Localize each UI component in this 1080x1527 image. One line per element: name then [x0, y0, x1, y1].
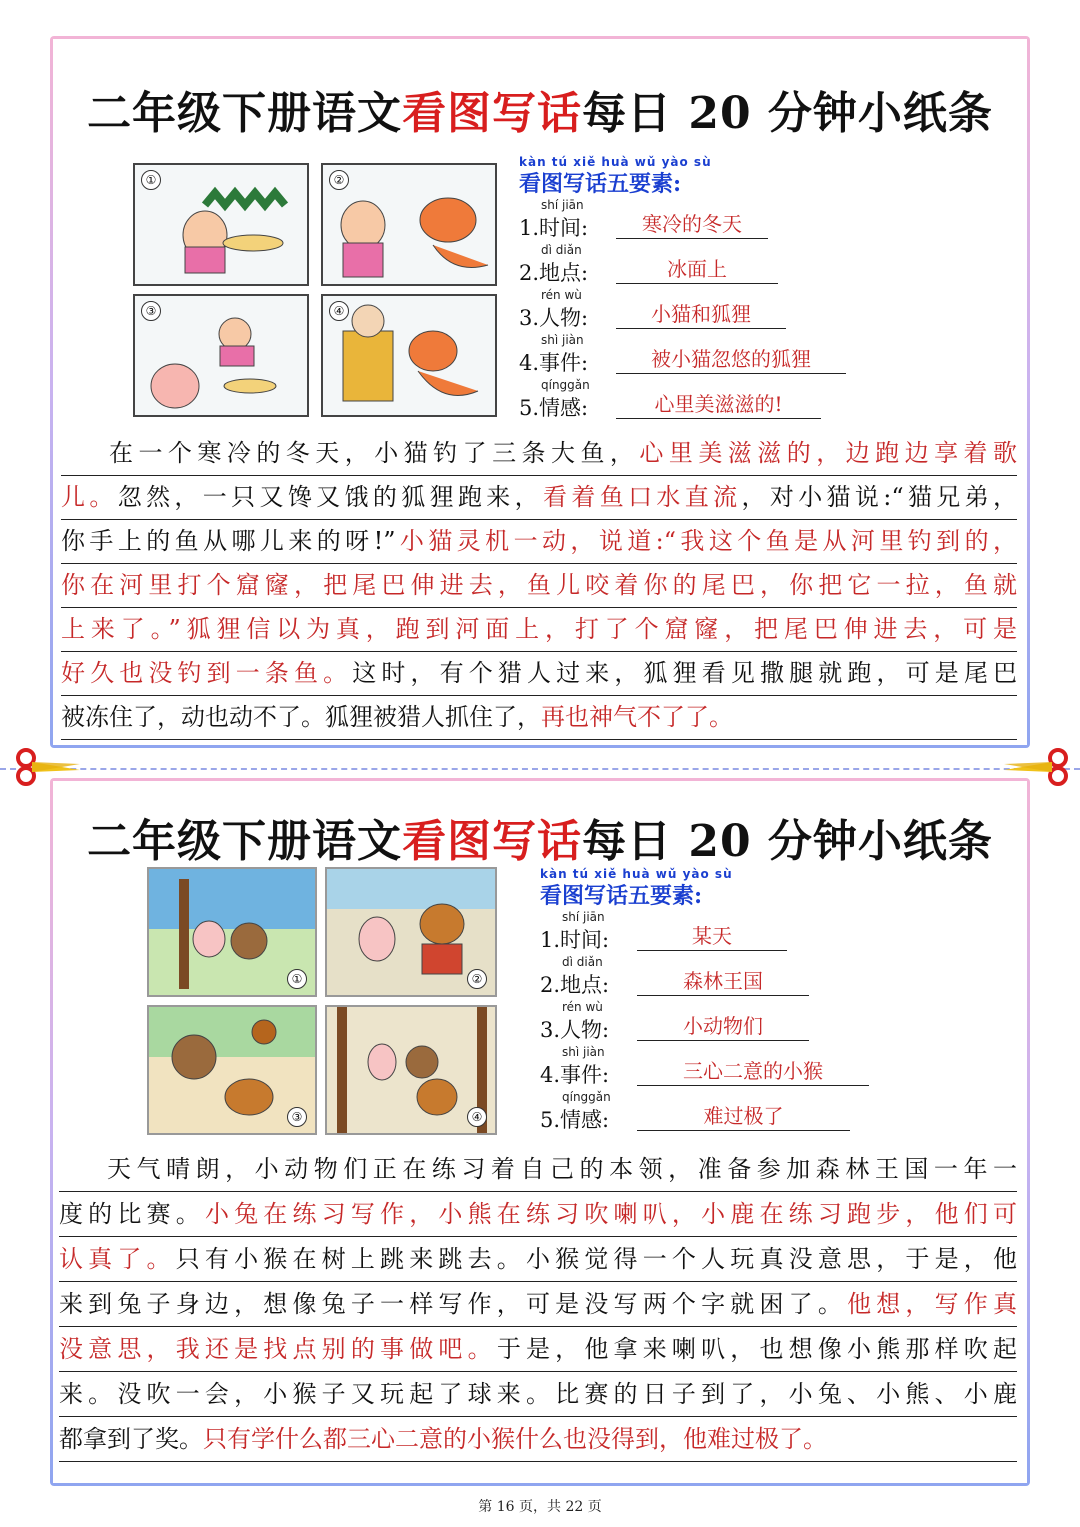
panel-number: ① — [287, 969, 307, 989]
element-row-emotion: qínggǎn 5.情感: 心里美滋滋的! — [519, 378, 859, 423]
answer-emotion: 心里美滋滋的! — [616, 392, 821, 419]
story-line — [59, 1417, 1017, 1462]
story-segment: ，对小猫说:“猫兄弟， — [741, 483, 1018, 511]
story-segment: 在一个寒冷的冬天，小猫钓了三条大鱼， — [109, 439, 640, 467]
story-segment: 天气晴朗，小动物们正在练习着自己的本领，准备参加森林王国一年一 — [107, 1155, 1017, 1183]
comic-panel-4 — [321, 294, 497, 417]
worksheet-card-1 — [50, 36, 1030, 748]
element-row-people: rén wù 3.人物: 小猫和狐狸 — [519, 288, 859, 333]
story-segment: 只有小猴在树上跳来跳去。小猴觉得一个人玩真没意思，于是，他 — [175, 1245, 1017, 1273]
story-line — [61, 607, 1017, 652]
comic-panel-1 — [147, 867, 317, 997]
heading-pinyin: kàn tú xiě huà wǔ yào sù — [540, 867, 733, 881]
cut-line — [0, 768, 1080, 770]
story-segment: 来。没吹一会，小猴子又玩起了球来。比赛的日子到了，小兔、小熊、小鹿 — [59, 1380, 1017, 1408]
story-highlight: 看着鱼口水直流 — [543, 483, 742, 511]
comic-panel-2 — [325, 867, 497, 997]
story-segment: 被冻住了，动也动不了。狐狸被猎人抓住了， — [61, 703, 541, 731]
element-row-place: dì diǎn 2.地点: 冰面上 — [519, 243, 859, 288]
story-text — [61, 431, 1017, 741]
story-highlight: 小猫灵机一动，说道:“我这个鱼是从河里钓到的， — [395, 527, 1017, 555]
story-text — [59, 1147, 1017, 1467]
story-segment: 这时，有个猎人过来，狐狸看见撒腿就跑，可是尾巴 — [352, 659, 1017, 687]
five-elements — [540, 867, 880, 1137]
element-row-event: shì jiàn 4.事件: 被小猫忽悠的狐狸 — [519, 333, 859, 378]
story-highlight: 好久也没钓到一条鱼。 — [61, 659, 353, 687]
story-line — [59, 1237, 1017, 1282]
story-line — [61, 519, 1017, 564]
answer-people: 小动物们 — [637, 1014, 809, 1041]
story-highlight: 小兔在练习写作，小熊在练习吹喇叭，小鹿在练习跑步，他们可 — [204, 1200, 1017, 1228]
elements-heading: 看图写话五要素: — [519, 171, 682, 197]
answer-emotion: 难过极了 — [637, 1104, 850, 1131]
panel-number: ① — [141, 170, 161, 190]
story-line — [59, 1327, 1017, 1372]
story-highlight: 他想，写作真 — [847, 1290, 1017, 1318]
story-highlight: 上来了。”狐狸信以为真，跑到河面上，打了个窟窿，把尾巴伸进去，可是 — [61, 615, 1017, 643]
worksheet-card-2 — [50, 778, 1030, 1486]
panel-number: ② — [467, 969, 487, 989]
cat-fish-illustration — [135, 165, 309, 286]
story-highlight: 心里美滋滋的，边跑边享着歌 — [639, 439, 1018, 467]
answer-time: 寒冷的冬天 — [616, 212, 768, 239]
element-row-time: shí jiān 1.时间: 寒冷的冬天 — [519, 198, 859, 243]
story-highlight: 你在河里打个窟窿，把尾巴伸进去，鱼儿咬着你的尾巴，你把它一拉，鱼就 — [61, 571, 1017, 599]
story-line — [59, 1372, 1017, 1417]
story-highlight: 儿。 — [61, 483, 118, 511]
element-row-event: shì jiàn 4.事件: 三心二意的小猴 — [540, 1045, 880, 1090]
comic-panels — [133, 163, 498, 417]
story-line — [59, 1192, 1017, 1237]
comic-panel-3 — [133, 294, 309, 417]
story-line — [59, 1147, 1017, 1192]
story-segment: 度的比赛。 — [59, 1200, 205, 1228]
comic-panel-1 — [133, 163, 309, 286]
worksheet-title: 二年级下册语文看图写话每日 20 分钟小纸条 — [87, 88, 993, 139]
panel-number: ③ — [141, 301, 161, 321]
answer-time: 某天 — [637, 924, 787, 951]
element-row-emotion: qínggǎn 5.情感: 难过极了 — [540, 1090, 880, 1135]
comic-panels — [147, 867, 497, 1135]
story-segment: 来到兔子身边，想像兔子一样写作，可是没写两个字就困了。 — [59, 1290, 848, 1318]
cat-ice-illustration — [135, 296, 309, 417]
story-segment: 忽然，一只又馋又饿的狐狸跑来， — [117, 483, 544, 511]
story-highlight: 再也神气不了了。 — [541, 703, 733, 731]
story-highlight: 认真了。 — [59, 1245, 176, 1273]
story-segment: 你手上的鱼从哪儿来的呀!” — [61, 527, 396, 555]
answer-place: 森林王国 — [637, 969, 809, 996]
story-line — [59, 1282, 1017, 1327]
element-row-time: shí jiān 1.时间: 某天 — [540, 910, 880, 955]
panel-number: ④ — [467, 1107, 487, 1127]
story-line — [61, 431, 1017, 476]
story-segment: 都拿到了奖。 — [59, 1425, 203, 1453]
elements-heading: 看图写话五要素: — [540, 883, 703, 909]
answer-place: 冰面上 — [616, 257, 778, 284]
story-highlight: 只有学什么都三心二意的小猴什么也没得到，他难过极了。 — [203, 1425, 827, 1453]
panel-number: ② — [329, 170, 349, 190]
answer-people: 小猫和狐狸 — [616, 302, 786, 329]
element-row-place: dì diǎn 2.地点: 森林王国 — [540, 955, 880, 1000]
element-row-people: rén wù 3.人物: 小动物们 — [540, 1000, 880, 1045]
heading-pinyin: kàn tú xiě huà wǔ yào sù — [519, 155, 712, 169]
five-elements — [519, 155, 859, 425]
cat-fox-illustration — [323, 165, 497, 286]
page-footer: 第 16 页，共 22 页 — [478, 1499, 602, 1515]
panel-number: ④ — [329, 301, 349, 321]
story-line — [61, 651, 1017, 696]
story-line — [61, 695, 1017, 740]
story-line — [61, 475, 1017, 520]
panel-number: ③ — [287, 1107, 307, 1127]
hunter-fox-illustration — [323, 296, 497, 417]
answer-event: 三心二意的小猴 — [637, 1059, 869, 1086]
comic-panel-4 — [325, 1005, 497, 1135]
story-segment: 于是，他拿来喇叭，也想像小熊那样吹起 — [496, 1335, 1017, 1363]
comic-panel-3 — [147, 1005, 317, 1135]
worksheet-title: 二年级下册语文看图写话每日 20 分钟小纸条 — [87, 816, 993, 867]
story-highlight: 没意思，我还是找点别的事做吧。 — [59, 1335, 497, 1363]
answer-event: 被小猫忽悠的狐狸 — [616, 347, 846, 374]
comic-panel-2 — [321, 163, 497, 286]
story-line — [61, 563, 1017, 608]
